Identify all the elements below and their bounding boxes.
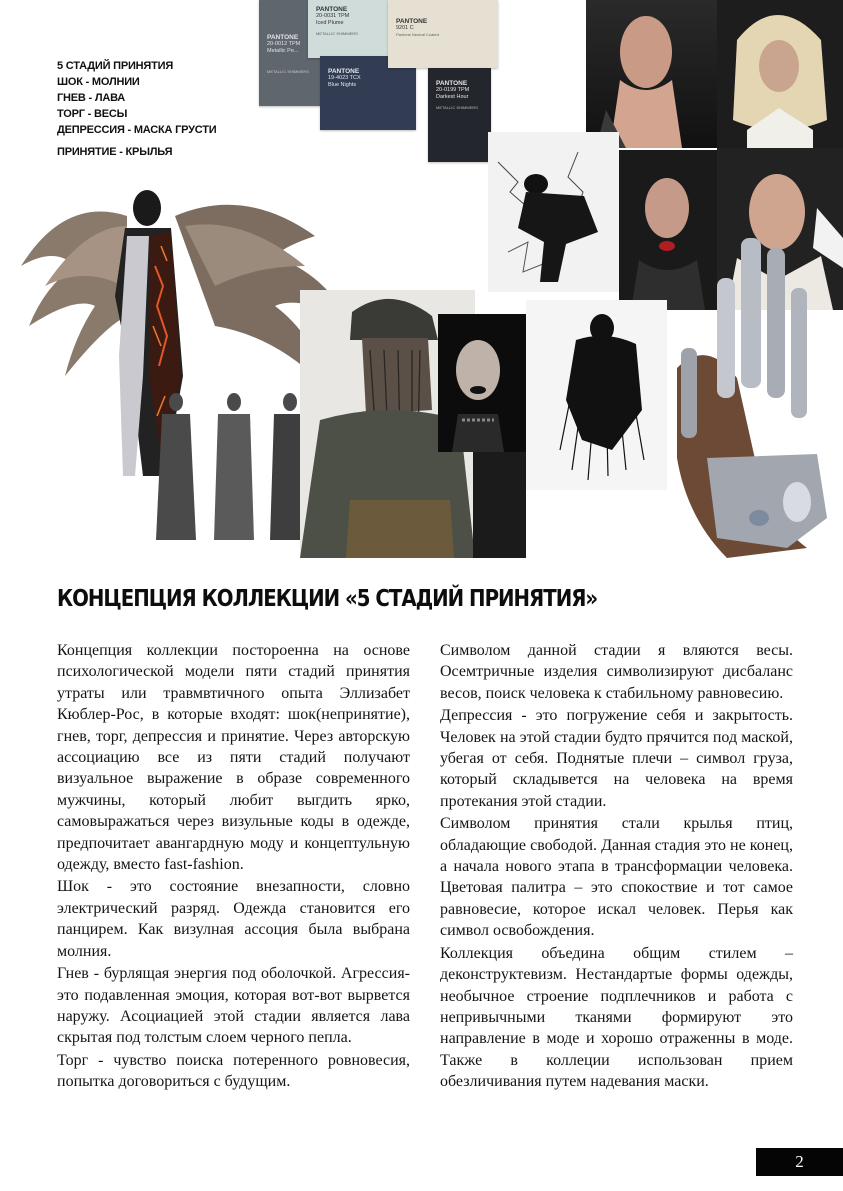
- chip-code: 19-4023 TCX: [328, 75, 361, 81]
- chip-brand: PANTONE: [396, 18, 428, 25]
- chip-brand: PANTONE: [328, 68, 360, 75]
- fringe-figure-photo: [526, 300, 667, 490]
- metal-finger-hand-photo: [667, 218, 843, 558]
- stage-bargaining: ТОРГ - ВЕСЫ: [57, 108, 128, 120]
- chip-finish: METALLIC SHIMMERS: [267, 69, 309, 74]
- stage-anger: ГНЕВ - ЛАВА: [57, 92, 126, 104]
- chip-name: Blue Nights: [328, 82, 357, 88]
- chip-name: Pantone Neutral Coated: [396, 32, 439, 37]
- stage-depression: ДЕПРЕССИЯ - МАСКА ГРУСТИ: [57, 124, 217, 136]
- chip-finish: METALLIC SHIMMERS: [316, 31, 358, 36]
- chip-finish: METALLIC SHIMMERS: [436, 105, 478, 110]
- chip-code: 9201 C: [396, 25, 414, 31]
- paragraph-bargaining: Торг - чувство поиска потеренного ровновесия, попытка договориться с будущим.: [57, 1051, 410, 1091]
- stage-shock: ШОК - МОЛНИИ: [57, 76, 140, 88]
- paragraph-intro: Концепция коллекции постороенна на основе психологической модели пяти стадий принятия утраты или травмвтичного опыта Эллизабет Кюблер-Рос, в которые входят: шок(непринятие), гнев, торг, депрессия и принятие. Через авторскую ассоциацию все из пяти стадий получают визуальное выражение в образе современного мужчины, который любит выгдить ярко, самовыражаться через визульные коды в одежде, пpедпочитает авангардную моду и концептульную одежду, вместо fast-fashion.: [57, 642, 410, 874]
- paragraph-scales: Символом данной стадии я вляются весы. Осемтричные изделия символизируют дисбаланс весов, поиск человека к стабильному равновесию.: [440, 642, 793, 702]
- chip-brand: PANTONE: [436, 80, 468, 87]
- stages-heading: 5 СТАДИЙ ПРИНЯТИЯ: [57, 60, 174, 72]
- pantone-chip-iced-plume: [308, 0, 398, 58]
- blonde-mask-photo: [717, 0, 843, 148]
- chip-name: Darkest Hour: [436, 94, 469, 100]
- lightning-figure-photo: [488, 132, 619, 292]
- paragraph-acceptance: Символом принятия стали крылья птиц, обладающие свободой. Данная стадия это не конец, а начала нового этапа в трансформации человека. Цветовая палитра – это спокоствие и тот самое равновесие, которое искал человек. Перья как символ освобождения.: [440, 815, 793, 940]
- paragraph-depression: Депрессия - это погружение себя и закрытость. Человек на этой стадии будто прячится под маской, убегая от себя. Поднятые плечи – символ груза, который складывется на человека на время протекания этой стадии.: [440, 707, 793, 810]
- dark-detail-photo: [473, 452, 526, 558]
- chip-code: 20-0031 TPM: [316, 13, 350, 19]
- pantone-chip-neutral: [388, 0, 498, 68]
- three-looks-sketch: [140, 390, 320, 550]
- paragraph-style: Коллекция объедина общим стилем – деконструктевизм. Нестандартые формы одежды, необычное строение подплечников и работа с непривычными тканями формируют это направление в моде и хорошо отраженны в моде. Также в коллеции использован прием обезличивания путем надевания маски.: [440, 944, 793, 1091]
- body-column-right: [440, 640, 793, 1094]
- chip-brand: PANTONE: [316, 6, 348, 13]
- masked-face-photo-1: [586, 0, 717, 148]
- body-column-left: [57, 640, 410, 1094]
- stages-list: [57, 58, 217, 160]
- chip-code: 20-0012 TPM: [267, 41, 301, 47]
- chip-name: Iced Plume: [316, 20, 344, 26]
- chip-brand: PANTONE: [267, 34, 299, 41]
- paragraph-shock: Шок - это состояние внезапности, словно электрический разряд. Одежда становится его панцирем. Как визулная ассоция была выбрана молния.: [57, 878, 410, 960]
- chip-code: 20-0199 TPM: [436, 87, 470, 93]
- pantone-chip-darkest-hour: [428, 68, 491, 162]
- stage-acceptance: ПРИНЯТИЕ - КРЫЛЬЯ: [57, 146, 173, 158]
- paragraph-anger: Гнев - бурлящая энергия под оболочкой. Агрессия-это подавленная эмоция, которая вот-вот вырвется наружу. Асоциацией этой стадии является лава скрытая под толстым слоем черного пепла.: [57, 965, 410, 1047]
- page-number: 2: [756, 1148, 843, 1176]
- page-title: КОНЦЕПЦИЯ КОЛЛЕКЦИИ «5 СТАДИЙ ПРИНЯТИЯ»: [57, 584, 598, 612]
- dark-lips-portrait: [438, 314, 526, 452]
- chip-name: Metallic Pe...: [267, 48, 299, 54]
